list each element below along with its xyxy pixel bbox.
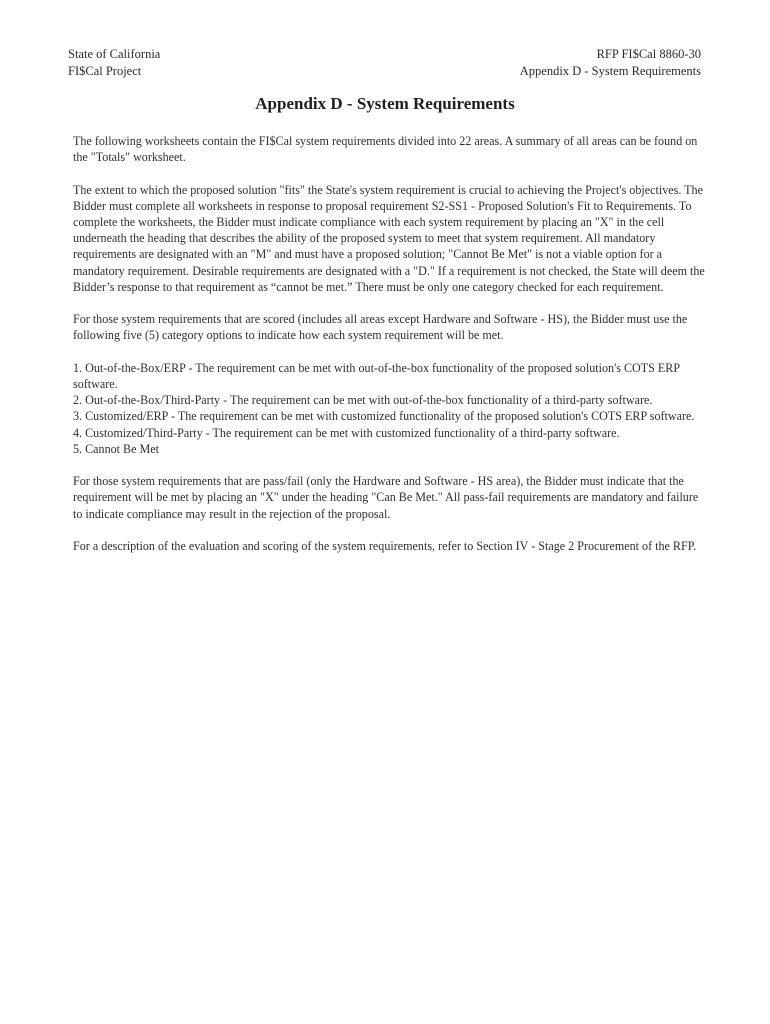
header-org: State of California: [68, 47, 161, 61]
list-item: 5. Cannot Be Met: [73, 441, 159, 456]
header-left: [68, 46, 160, 80]
header-project: FI$Cal Project: [68, 64, 142, 78]
list-item: 2. Out-of-the-Box/Third-Party - The requirement can be met with out-of-the-box functionality of a third-party software.: [73, 393, 653, 408]
paragraph-evaluation: For a description of the evaluation and scoring of the system requirements, refer to Section IV - Stage 2 Procurement of the RFP.: [73, 539, 697, 553]
paragraph-pass-fail: For those system requirements that are pass/fail (only the Hardware and Software - HS area), the Bidder must indicate that the requirement will be met by placing an "X" under the heading "Can Be Met." All pass-fail requirements are mandatory and failure to indicate compliance may result in the rejection of the proposal.: [73, 474, 699, 521]
header-appendix: Appendix D - System Requirements: [519, 64, 701, 78]
header-right: [520, 46, 701, 80]
header-rfp-number: RFP FI$Cal 8860-30: [596, 47, 701, 61]
paragraph-scored: For those system requirements that are scored (includes all areas except Hardware and Software - HS), the Bidder must use the following five (5) category options to indicate how each system requirement will be met.: [73, 312, 688, 343]
list-item: 4. Customized/Third-Party - The requirement can be met with customized functionality of a third-party software.: [73, 425, 620, 440]
list-item: 3. Customized/ERP - The requirement can be met with customized functionality of the proposed solution's COTS ERP software.: [73, 409, 695, 424]
category-options-list: [73, 360, 706, 457]
paragraph-fit: The extent to which the proposed solution "fits" the State's system requirement is crucial to achieving the Project's objectives. The Bidder must complete all worksheets in response to proposal requirement S2-SS1 - Proposed Solution's Fit to Requirements. To complete the worksheets, the Bidder must indicate compliance with each system requirement by placing an "X" in the cell underneath the heading that describes the ability of the proposed system to meet that system requirement. All mandatory requirements are designated with an "M" and must have a proposed solution; "Cannot Be Met" is not a viable option for a mandatory requirement. Desirable requirements are designated with a "D." If a requirement is not checked, the State will deem the Bidder’s response to that requirement as “cannot be met.” There must be only one category checked for each requirement.: [73, 182, 705, 294]
paragraph-intro: The following worksheets contain the FI$Cal system requirements divided into 22 areas. A summary of all areas can be found on the "Totals" worksheet.: [73, 134, 698, 165]
page-title: Appendix D - System Requirements: [255, 94, 515, 113]
list-item: 1. Out-of-the-Box/ERP - The requirement can be met with out-of-the-box functionality of the proposed solution's COTS ERP software.: [73, 360, 680, 391]
document-body: [73, 133, 706, 570]
